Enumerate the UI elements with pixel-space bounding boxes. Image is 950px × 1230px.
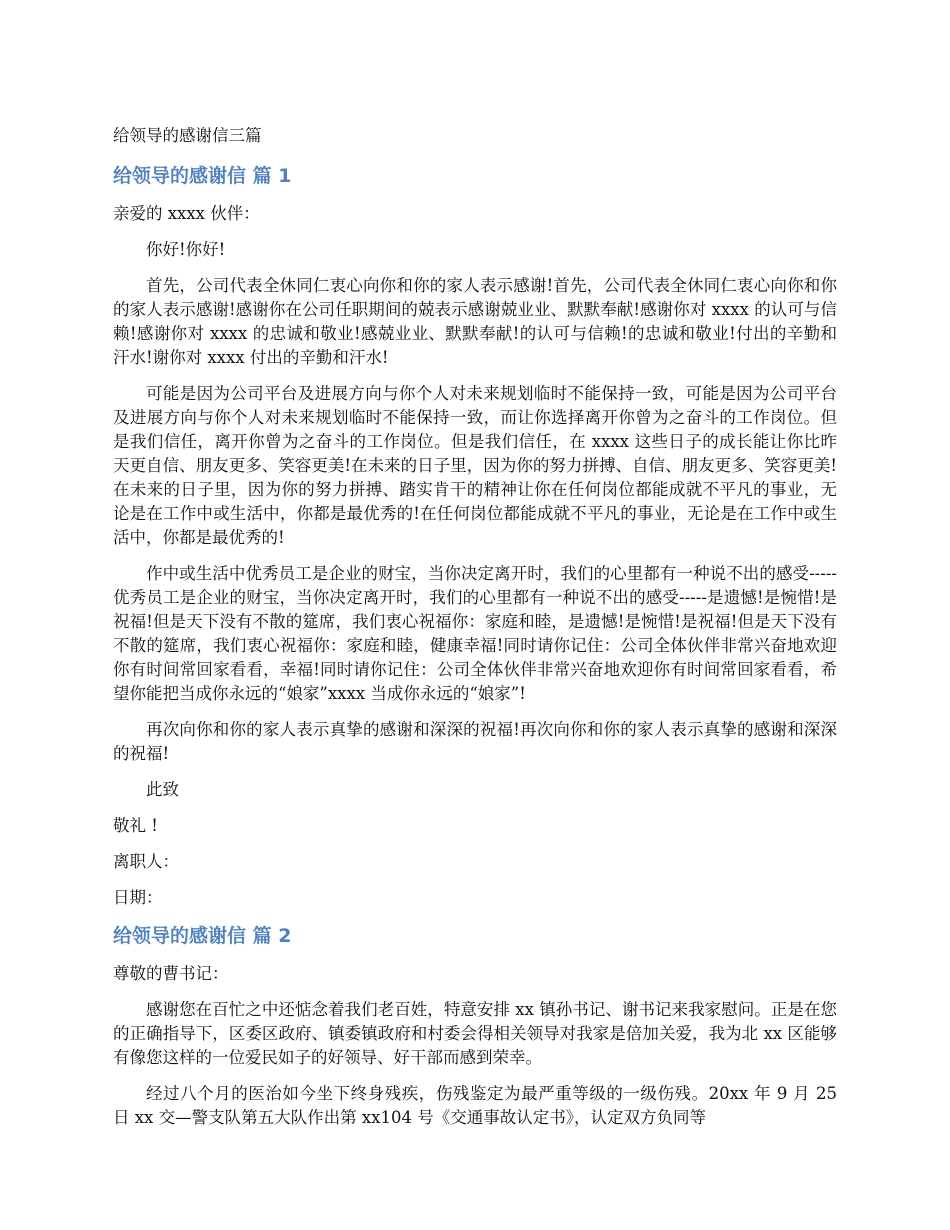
document-title: 给领导的感谢信三篇 — [113, 126, 262, 145]
body-paragraph: 经过八个月的医治如今坐下终身残疾，伤残鉴定为最严重等级的一级伤残。20xx 年 9 月 25 日 xx 交—警支队第五大队作出第 xx104 号《交通事故认定书》，认定双方负同等 — [113, 1084, 837, 1127]
letter-section-2 — [113, 922, 837, 1130]
greeting-paragraph: 你好!你好! — [146, 240, 226, 259]
closing-salute: 敬礼 ! — [113, 816, 158, 835]
salutation-2: 尊敬的曹书记： — [113, 964, 229, 983]
closing-phrase: 此致 — [146, 780, 179, 799]
section-heading-1: 给领导的感谢信 篇 1 — [113, 165, 292, 187]
body-paragraph: 可能是因为公司平台及进展方向与你个人对未来规划临时不能保持一致，可能是因为公司平台及进展方向与你个人对未来规划临时不能保持一致，而让你选择离开你曾为之奋斗的工作岗位。但是我们信任，离开你曾为之奋斗的工作岗位。但是我们信任，在 xxxx 这些日子的成长能让你比昨天更自信、朋友更多、笑容更美!在未来的日子里，因为你的努力拼搏、自信、朋友更多、笑容更美!在未来的日子里，因为你的努力拼搏、踏实肯干的精神让你在任何岗位都能成就不平凡的事业，无论是在工作中或生活中，你都是最优秀的!在任何岗位都能成就不平凡的事业，无论是在工作中或生活中，你都是最优秀的! — [113, 384, 837, 547]
body-paragraph: 感谢您在百忙之中还惦念着我们老百姓，特意安排 xx 镇孙书记、谢书记来我家慰问。正是在您的正确指导下，区委区政府、镇委镇政府和村委会得相关领导对我家是倍加关爱，我为北 xx 区能够有像您这样的一位爱民如子的好领导、好干部而感到荣幸。 — [113, 1000, 837, 1067]
body-paragraph: 作中或生活中优秀员工是企业的财宝，当你决定离开时，我们的心里都有一种说不出的感受-----优秀员工是企业的财宝，当你决定离开时，我们的心里都有一种说不出的感受-----是遗憾!是惋惜!是祝福!但是天下没有不散的筵席，我们衷心祝福你：家庭和睦，是遗憾!是惋惜!是祝福!但是天下没有不散的筵席，我们衷心祝福你：家庭和睦，健康幸福!同时请你记住：公司全体伙伴非常兴奋地欢迎你有时间常回家看看，幸福!同时请你记住：公司全体伙伴非常兴奋地欢迎你有时间常回家看看，希望你能把当成你永远的“娘家”xxxx 当成你永远的“娘家”! — [113, 564, 837, 703]
body-paragraph: 首先，公司代表全休同仁衷心向你和你的家人表示感谢!首先，公司代表全休同仁衷心向你和你的家人表示感谢!感谢你在公司任职期间的兢表示感谢兢业业、默默奉献!感谢你对 xxxx 的认可与信赖!感谢你对 xxxx 的忠诚和敬业!感兢业业、默默奉献!的认可与信赖!的忠诚和敬业!付出的辛勤和汗水!谢你对 xxxx 付出的辛勤和汗水! — [113, 276, 837, 367]
salutation-1: 亲爱的 xxxx 伙伴： — [113, 204, 260, 223]
letter-section-1 — [113, 162, 837, 910]
document-page — [113, 124, 837, 1142]
body-paragraph: 再次向你和你的家人表示真挚的感谢和深深的祝福!再次向你和你的家人表示真挚的感谢和深深的祝福! — [113, 720, 837, 763]
date-line: 日期： — [113, 888, 163, 907]
resigner-line: 离职人： — [113, 852, 179, 871]
section-heading-2: 给领导的感谢信 篇 2 — [113, 925, 292, 947]
